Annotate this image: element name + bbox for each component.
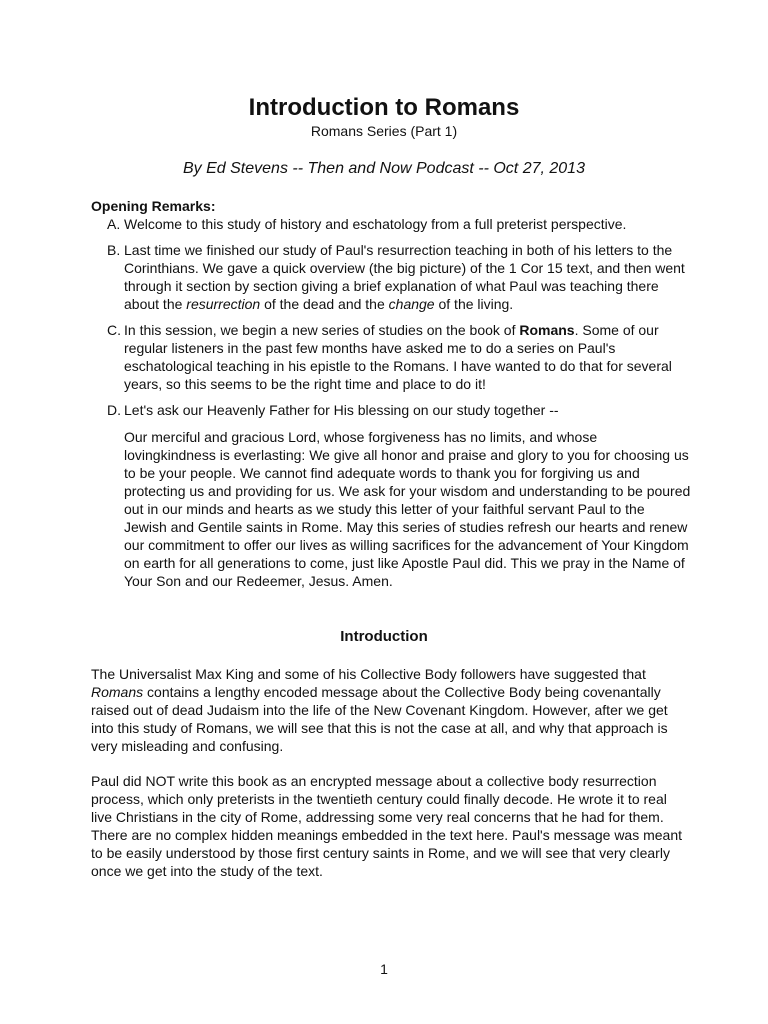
- list-item-letter: D.: [107, 402, 121, 418]
- list-item-text: Let's ask our Heavenly Father for His blessing on our study together --: [124, 402, 559, 418]
- list-item-text: In this session, we begin a new series of studies on the book of: [124, 322, 520, 338]
- list-item-text: Welcome to this study of history and eschatology from a full preterist perspective.: [124, 216, 627, 232]
- page-number: 1: [380, 961, 388, 977]
- introduction-paragraph-1: [91, 665, 691, 755]
- emphasis-resurrection: resurrection: [186, 296, 261, 312]
- list-item-letter: A.: [107, 216, 121, 232]
- list-item-c: [107, 321, 691, 393]
- list-item-letter: C.: [107, 322, 121, 338]
- emphasis-romans: Romans: [91, 684, 144, 700]
- prayer-paragraph: Our merciful and gracious Lord, whose forgiveness has no limits, and whose lovingkindness is everlasting: We give all honor and praise and glory to you for choosing us to be your people. We cannot find adequate words to thank you for forgiving us and protecting us and providing for us. We ask for your wisdom and understanding to be poured out in our minds and hearts as we study this letter of your faithful servant Paul to the Jewish and Gentile saints in Rome. May this series of studies refresh our hearts and renew our commitment to offer our lives as willing sacrifices for the advancement of Your Kingdom on earth for all generations to come, just like Apostle Paul did. This we pray in the Name of Your Son and our Redeemer, Jesus. Amen.: [124, 429, 691, 589]
- list-item-text: . Some of our regular listeners in the past few months have asked me to do a series on Paul's eschatological teaching in his epistle to the Romans. I have wanted to do that for several years, so this seems to be the right time and place to do it!: [124, 322, 672, 392]
- introduction-paragraph-2: Paul did NOT write this book as an encrypted message about a collective body resurrection process, which only preterists in the twentieth century could finally decode. He wrote it to real live Christians in the city of Rome, addressing some very real concerns that he had for them. There are no complex hidden meanings embedded in the text here. Paul's message was meant to be easily understood by those first century saints in Rome, and we will see that very clearly once we get into the study of the text.: [91, 773, 683, 879]
- bold-romans: Romans: [519, 322, 575, 338]
- list-item-text: Last time we finished our study of Paul's resurrection teaching in both of his letters to the Corinthians. We gave a quick overview (the big picture) of the 1 Cor 15 text, and then went through it section by section giving a brief explanation of what Paul was teaching there about the: [124, 242, 685, 312]
- emphasis-change: change: [388, 296, 435, 312]
- introduction-heading: Introduction: [340, 628, 428, 645]
- paragraph-text: contains a lengthy encoded message about the Collective Body being covenantally raised out of dead Judaism into the life of the New Covenant Kingdom. However, after we get into this study of Romans, we will see that this is not the case at all, and why that approach is very misleading and confusing.: [91, 684, 668, 754]
- opening-remarks-section: [91, 197, 691, 590]
- document-subtitle: Romans Series (Part 1): [310, 123, 458, 139]
- list-item-text: of the living.: [434, 296, 514, 312]
- document-byline: By Ed Stevens -- Then and Now Podcast -- Oct 27, 2013: [183, 160, 585, 177]
- list-item-d: [107, 401, 691, 419]
- list-item-a: [107, 215, 691, 233]
- opening-remarks-heading: Opening Remarks:: [91, 198, 216, 214]
- list-item-text: of the dead and the: [260, 296, 389, 312]
- list-item-b: [107, 241, 691, 313]
- paragraph-text: The Universalist Max King and some of his Collective Body followers have suggested that: [91, 666, 646, 682]
- document-title: Introduction to Romans: [248, 94, 520, 121]
- list-item-letter: B.: [107, 242, 121, 258]
